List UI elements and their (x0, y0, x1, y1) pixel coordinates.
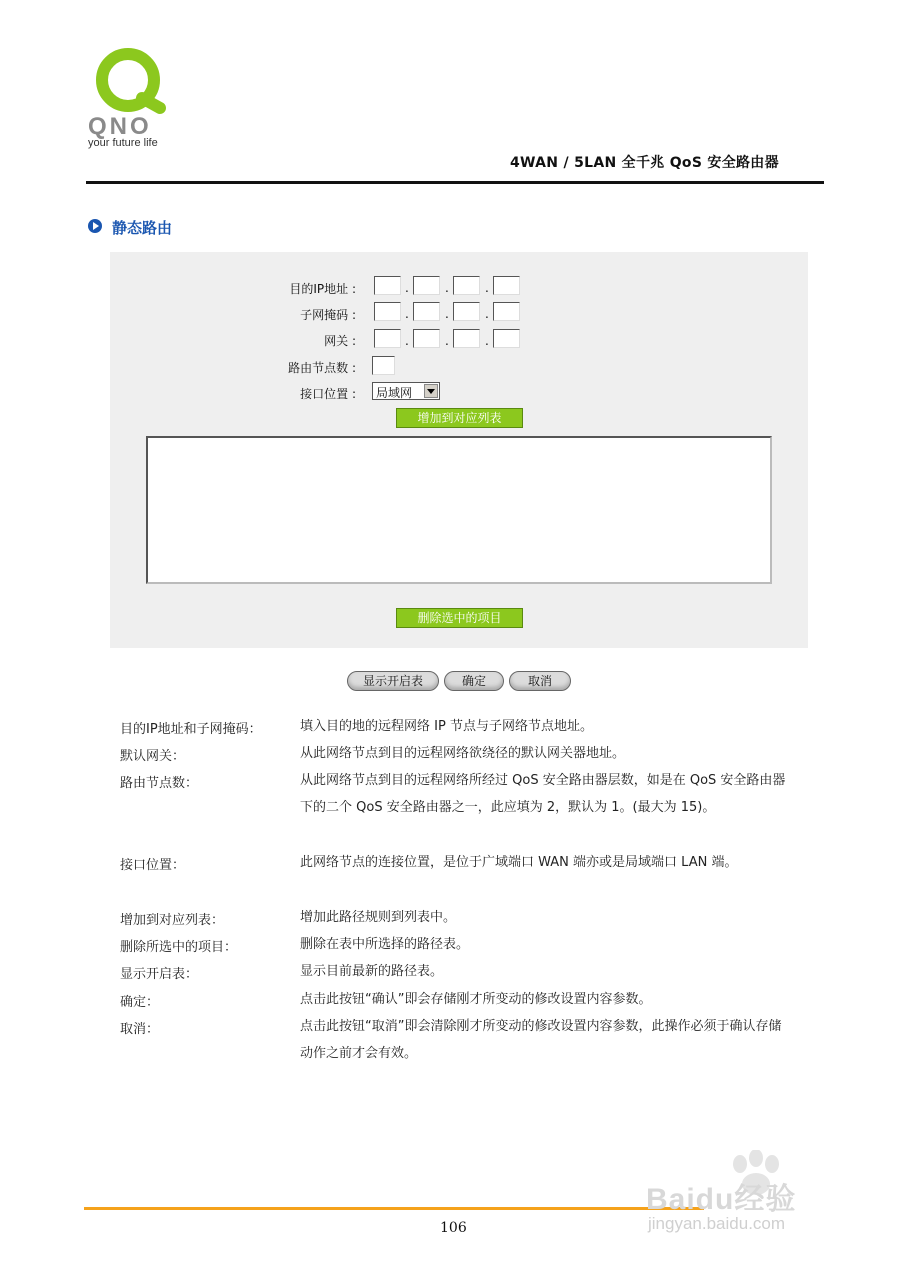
gateway-octet-4[interactable] (493, 329, 520, 348)
ip-dot: . (445, 307, 449, 321)
desc-term: 删除所选中的项目： (120, 940, 238, 955)
desc-text: 从此网络节点到目的远程网络欲绕径的默认网关器地址。 (300, 746, 626, 761)
interface-select-value: 局域网 (376, 386, 413, 400)
add-to-list-button[interactable]: 增加到对应列表 (396, 408, 523, 428)
interface-label: 接口位置 : (300, 387, 356, 401)
logo-tagline: your future life (88, 137, 158, 149)
desc-term: 路由节点数： (120, 776, 199, 791)
desc-term: 取消： (120, 1022, 160, 1037)
desc-term: 接口位置： (120, 858, 186, 873)
ip-dot: . (405, 307, 409, 321)
play-circle-icon (88, 219, 102, 233)
desc-text: 增加此路径规则到列表中。 (300, 910, 457, 925)
subnet-octet-1[interactable] (374, 302, 401, 321)
dest-ip-octet-1[interactable] (374, 276, 401, 295)
ip-dot: . (445, 334, 449, 348)
desc-text: 从此网络节点到目的远程网络所经过 QoS 安全路由器层数，如是在 QoS 安全路由器下的二个 QoS 安全路由器之一，此应填为 2，默认为 1。(最大为 15)。 (300, 773, 786, 815)
section-title: 静态路由 (112, 219, 173, 237)
delete-selected-button[interactable]: 删除选中的项目 (396, 608, 523, 628)
chevron-down-icon[interactable] (424, 384, 438, 398)
gateway-octet-1[interactable] (374, 329, 401, 348)
desc-text: 删除在表中所选择的路径表。 (300, 937, 470, 952)
desc-text: 此网络节点的连接位置，是位于广域端口 WAN 端亦或是局域端口 LAN 端。 (300, 855, 738, 870)
desc-text: 显示目前最新的路径表。 (300, 964, 444, 979)
route-hops-label: 路由节点数 : (288, 361, 356, 375)
gateway-label: 网关 : (324, 334, 356, 348)
subnet-octet-2[interactable] (413, 302, 440, 321)
subnet-mask-label: 子网掩码 : (300, 308, 356, 322)
show-table-button[interactable]: 显示开启表 (347, 671, 439, 691)
desc-term: 目的IP地址和子网掩码： (120, 722, 262, 737)
desc-text: 点击此按钮“确认”即会存储刚才所变动的修改设置内容参数。 (300, 992, 652, 1007)
desc-term: 确定： (120, 995, 160, 1010)
watermark-url: jingyan.baidu.com (648, 1214, 786, 1233)
ip-dot: . (445, 281, 449, 295)
ip-dot: . (485, 334, 489, 348)
ip-dot: . (485, 307, 489, 321)
header-divider (86, 181, 824, 184)
dest-ip-octet-3[interactable] (453, 276, 480, 295)
ip-dot: . (405, 281, 409, 295)
watermark-brand: Baidu经验 (646, 1183, 797, 1216)
subnet-octet-4[interactable] (493, 302, 520, 321)
desc-term: 增加到对应列表： (120, 913, 225, 928)
page-number: 106 (440, 1220, 467, 1236)
interface-select[interactable] (372, 382, 440, 400)
desc-text: 填入目的地的远程网络 IP 节点与子网络节点地址。 (300, 719, 593, 734)
route-hops-input[interactable] (372, 356, 395, 375)
ok-button[interactable]: 确定 (444, 671, 504, 691)
ip-dot: . (405, 334, 409, 348)
cancel-button[interactable]: 取消 (509, 671, 571, 691)
route-list-box[interactable] (146, 436, 772, 584)
dest-ip-octet-2[interactable] (413, 276, 440, 295)
subnet-octet-3[interactable] (453, 302, 480, 321)
svg-text:QNO: QNO (88, 113, 152, 140)
ip-dot: . (485, 281, 489, 295)
static-route-panel (110, 252, 808, 648)
gateway-octet-3[interactable] (453, 329, 480, 348)
gateway-octet-2[interactable] (413, 329, 440, 348)
footer-divider (84, 1207, 704, 1210)
desc-text: 点击此按钮“取消”即会清除刚才所变动的修改设置内容参数，此操作必须于确认存储动作之前才会有效。 (300, 1019, 782, 1061)
document-header-title: 4WAN / 5LAN 全千兆 QoS 安全路由器 (510, 155, 779, 171)
dest-ip-octet-4[interactable] (493, 276, 520, 295)
dest-ip-label: 目的IP地址 : (289, 282, 356, 296)
desc-term: 显示开启表： (120, 967, 199, 982)
desc-term: 默认网关： (120, 749, 186, 764)
